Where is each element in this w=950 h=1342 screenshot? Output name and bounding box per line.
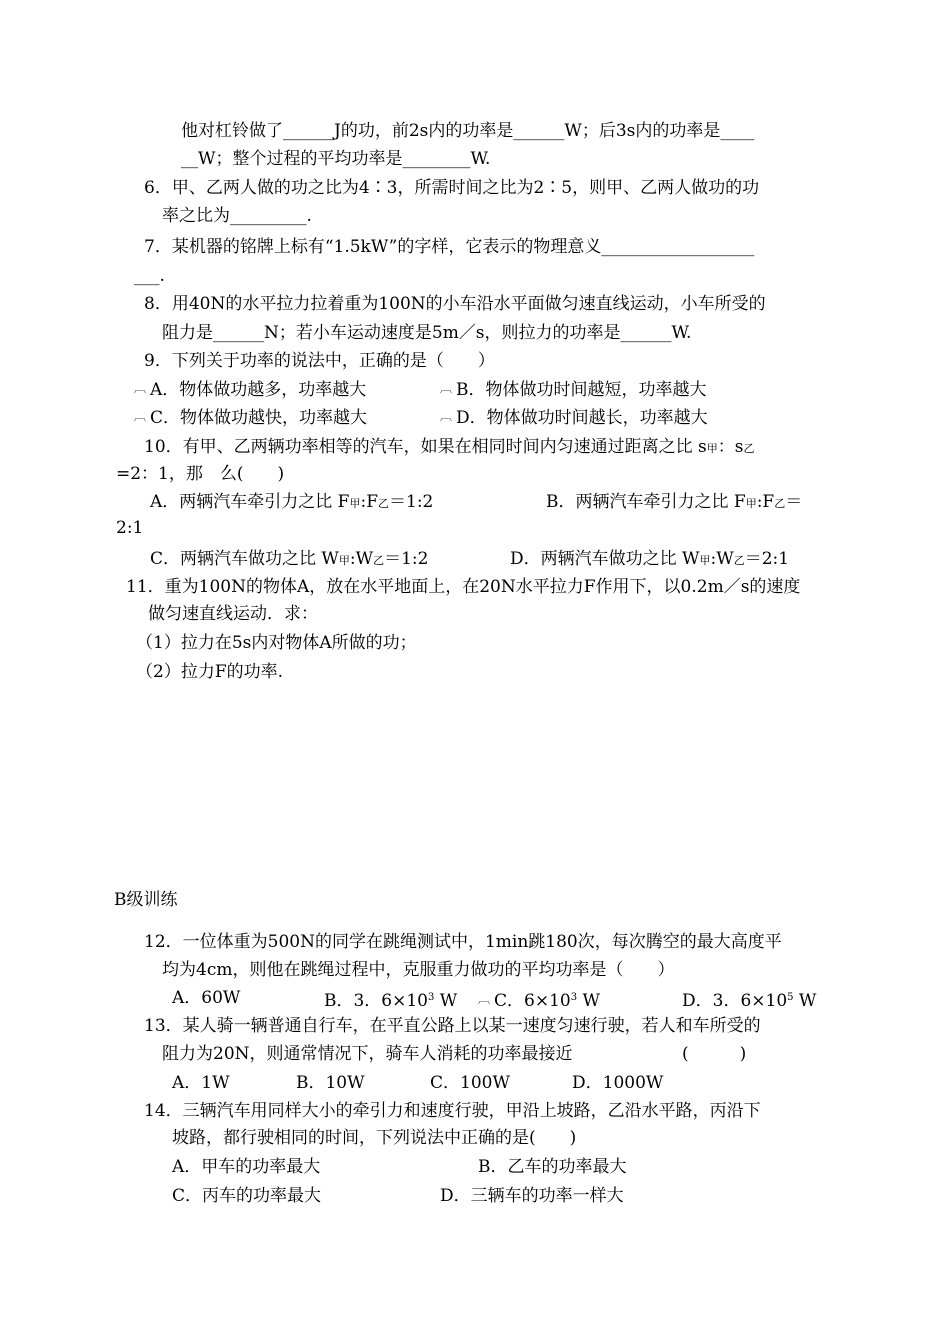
bracket-mark-icon: ︹ [440, 409, 453, 423]
q10-b-mid: :F [756, 492, 775, 512]
q10-c-end: ＝1:2 [384, 549, 429, 569]
q10-a-pre: A．两辆汽车牵引力之比 F [150, 492, 350, 512]
q9-option-b [440, 378, 707, 403]
q13-option-a: A．1W [172, 1073, 230, 1093]
q13-answer-bracket: ( ) [682, 1044, 747, 1064]
bracket-mark-icon: ︹ [478, 992, 491, 1006]
q10-c-mid: :W [349, 549, 374, 569]
q10-a-mid: :F [360, 492, 379, 512]
q10-b-sub-jia: 甲 [745, 497, 757, 510]
q8-line-1: 8．用40N的水平拉力拉着重为100N的小车沿水平面做匀速直线运动，小车所受的 [144, 294, 766, 314]
section-heading: B级训练 [114, 890, 178, 910]
q10-colon: ： [717, 437, 735, 457]
q12-line-1: 12．一位体重为500N的同学在跳绳测试中，1min跳180次，每次腾空的最大高度平 [144, 932, 782, 952]
q8-line-2: 阻力是______N；若小车运动速度是5m／s，则拉力的功率是______W. [162, 323, 692, 343]
q12-option-b [324, 986, 457, 1013]
q10-c-sub-yi: 乙 [373, 554, 385, 567]
bracket-mark-icon: ︹ [440, 381, 453, 395]
q7-line-2: ___. [134, 266, 165, 286]
q9-option-a-text: A．物体做功越多，功率越大 [150, 380, 367, 400]
q13-line-2: 阻力为20N，则通常情况下，骑车人消耗的功率最接近 [162, 1044, 573, 1064]
q12-option-d [682, 986, 816, 1013]
q10-b-sub-yi: 乙 [774, 497, 786, 510]
q12-d-unit: W [793, 991, 817, 1011]
q14-option-b: B．乙车的功率最大 [478, 1157, 627, 1177]
q10-option-b [546, 490, 802, 516]
q10-b-pre: B．两辆汽车牵引力之比 F [546, 492, 746, 512]
q10-option-a [150, 490, 433, 516]
q14-option-c: C．丙车的功率最大 [172, 1186, 322, 1206]
q9-stem: 9．下列关于功率的说法中，正确的是（ ） [144, 351, 495, 371]
q9-option-a [134, 378, 366, 403]
q11-line-2: 做匀速直线运动．求： [148, 604, 318, 624]
q13-option-b: B．10W [296, 1073, 365, 1093]
q10-d-pre: D．两辆汽车做功之比 W [510, 549, 700, 569]
q7-line-1: 7．某机器的铭牌上标有“1.5kW”的字样，它表示的物理意义__________________ [144, 237, 755, 257]
q10-option-b-cont: 2:1 [116, 518, 144, 538]
q12-d-text: D．3．6×10 [682, 991, 788, 1011]
q12-c-text: C．6×10 [494, 991, 571, 1011]
q10-line-1 [144, 435, 755, 461]
q10-a-sub-jia: 甲 [349, 497, 361, 510]
q10-a-sub-yi: 乙 [378, 497, 390, 510]
q10-option-d [510, 547, 789, 573]
q12-b-exp: 3 [428, 992, 435, 1003]
q13-option-c: C．100W [430, 1073, 510, 1093]
q10-d-sub-jia: 甲 [699, 554, 711, 567]
q14-option-a: A．甲车的功率最大 [172, 1157, 321, 1177]
q12-b-unit: W [434, 991, 458, 1011]
q9-option-b-text: B．物体做功时间越短，功率越大 [456, 380, 707, 400]
q5-line-1: 他对杠铃做了______J的功，前2s内的功率是______W；后3s内的功率是____ [181, 121, 755, 141]
q10-b-end: ＝ [785, 492, 803, 512]
q11-part-1: （1）拉力在5s内对物体A所做的功； [136, 633, 417, 653]
q10-sub-yi: 乙 [743, 442, 755, 455]
q10-d-mid: :W [710, 549, 734, 569]
q12-line-2: 均为4cm，则他在跳绳过程中，克服重力做功的平均功率是（ ） [162, 960, 675, 980]
bracket-mark-icon: ︹ [134, 381, 147, 395]
q12-d-exp: 5 [787, 992, 794, 1003]
q9-option-c-text: C．物体做功越快，功率越大 [150, 408, 368, 428]
q10-s-yi: s [734, 437, 744, 457]
q11-line-1: 11．重为100N的物体A，放在水平地面上，在20N水平拉力F作用下，以0.2m／s的速度 [126, 577, 801, 597]
q12-option-a: A．60W [172, 988, 241, 1008]
q12-c-exp: 3 [570, 992, 578, 1003]
q9-option-d [440, 406, 708, 431]
q12-option-c [478, 986, 600, 1014]
q14-line-1: 14．三辆汽车用同样大小的牵引力和速度行驶，甲沿上坡路，乙沿水平路，丙沿下 [144, 1101, 761, 1121]
q10-sub-jia: 甲 [706, 442, 718, 455]
q13-option-d: D．1000W [572, 1073, 664, 1093]
q10-line-2: =2：1，那 么( ) [116, 464, 285, 484]
q10-stem: 10．有甲、乙两辆功率相等的汽车，如果在相同时间内匀速通过距离之比 [144, 437, 693, 457]
q10-s-jia: s [698, 437, 707, 457]
q10-c-pre: C．两辆汽车做功之比 W [150, 549, 339, 569]
q13-line-1: 13．某人骑一辆普通自行车，在平直公路上以某一速度匀速行驶，若人和车所受的 [144, 1016, 761, 1036]
bracket-mark-icon: ︹ [134, 409, 147, 423]
q5-line-2: __W；整个过程的平均功率是________W. [181, 149, 491, 169]
q12-c-unit: W [577, 991, 600, 1011]
q14-option-d: D．三辆车的功率一样大 [440, 1186, 624, 1206]
q6-line-1: 6．甲、乙两人做的功之比为4∶3，所需时间之比为2∶5，则甲、乙两人做功的功 [144, 178, 760, 198]
q10-c-sub-jia: 甲 [338, 554, 350, 567]
q10-a-end: ＝1:2 [389, 492, 434, 512]
q10-option-c [150, 547, 428, 573]
q9-option-c [134, 406, 367, 431]
q11-part-2: （2）拉力F的功率. [136, 662, 284, 682]
q6-line-2: 率之比为_________. [162, 206, 312, 226]
q14-line-2: 坡路，都行驶相同的时间，下列说法中正确的是( ) [172, 1128, 577, 1148]
q10-d-sub-yi: 乙 [733, 554, 745, 567]
q9-option-d-text: D．物体做功时间越长，功率越大 [456, 408, 708, 428]
q12-b-text: B．3．6×10 [324, 991, 429, 1011]
q10-d-end: ＝2:1 [744, 549, 790, 569]
